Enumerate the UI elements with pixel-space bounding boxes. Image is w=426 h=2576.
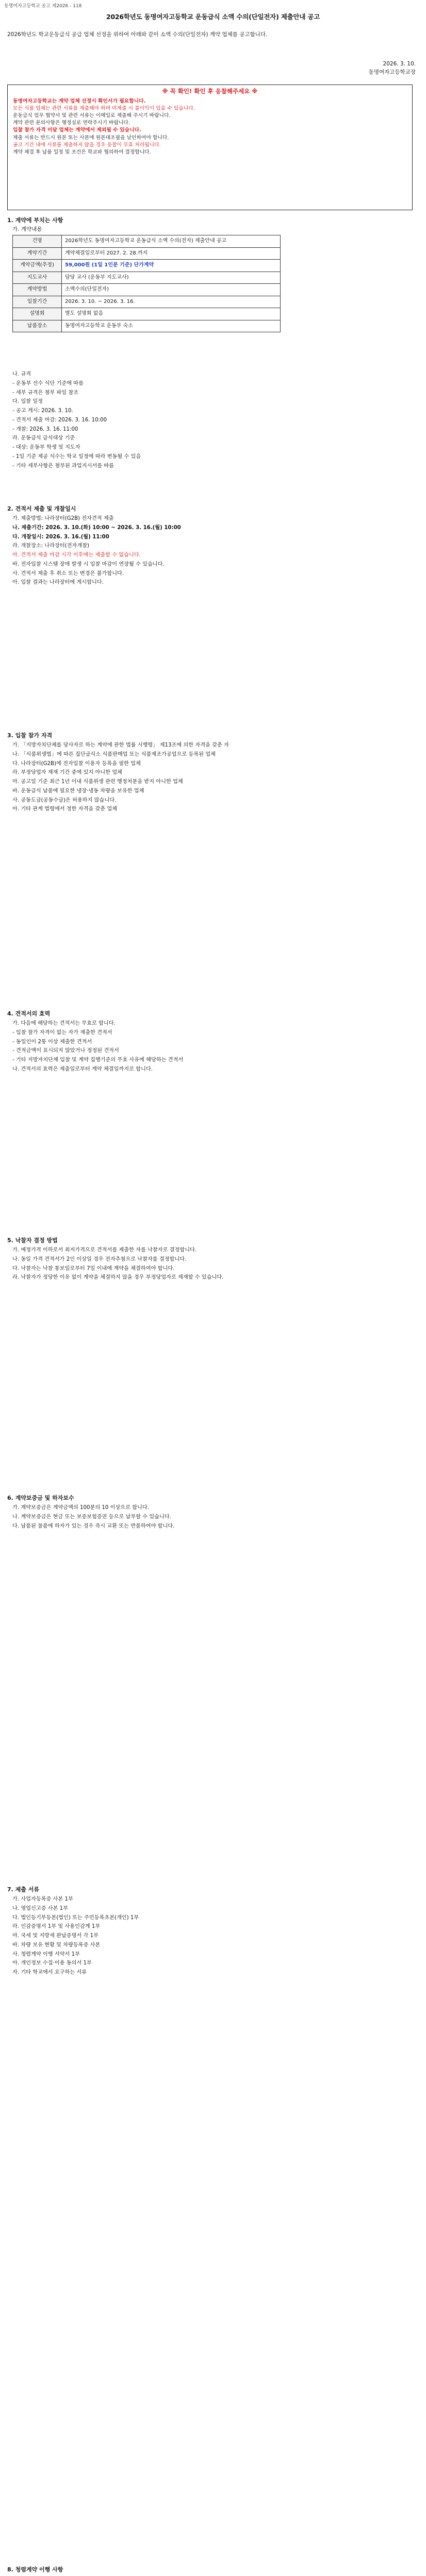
para-line: 라. 운동급식 급식대상 기준 — [12, 435, 75, 442]
para-line: 나. 영업신고증 사본 1부 — [12, 1905, 69, 1911]
warning-heading: ※ 꼭 확인! 확인 후 응찰해주세요 ※ — [162, 88, 258, 95]
para-line: 아. 기타 관계 법령에서 정한 자격을 갖춘 업체 — [12, 806, 118, 812]
warning-line: 입찰 참가 자격 미달 업체는 계약에서 제외될 수 있습니다. — [13, 127, 141, 133]
para-line: - 견적서 제출 마감: 2026. 3. 16. 10:00 — [12, 417, 107, 423]
warning-line: 계약 체결 후 납품 일정 및 조건은 학교와 협의하여 결정합니다. — [13, 149, 151, 156]
para-line: - 기타 세부사항은 첨부된 과업지시서를 따름 — [12, 463, 114, 469]
para-line: 다. 입찰 일정 — [12, 399, 43, 405]
section-7-heading: 7. 제출 서류 — [7, 1886, 39, 1893]
para-line: - 기타 지방자치단체 입찰 및 계약 집행기준의 무효 사유에 해당하는 견적서 — [12, 1057, 184, 1063]
para-line: 가. 예정가격 이하로서 최저가격으로 견적서를 제출한 자를 낙찰자로 결정합니다. — [12, 1247, 197, 1253]
para-line: 가. 「지방자치단체를 당사자로 하는 계약에 관한 법률 시행령」 제13조에 의한 자격을 갖춘 자 — [12, 742, 229, 748]
table-key: 건명 — [13, 235, 62, 248]
table-row — [13, 260, 281, 272]
warning-line: 동명여자고등학교는 계약 업체 선정시 확인서가 필요합니다. — [13, 98, 146, 104]
para-line: 가. 사업자등록증 사본 1부 — [12, 1896, 73, 1902]
table-key: 계약기간 — [13, 247, 62, 260]
table-row — [13, 235, 281, 248]
para-line: - 운동부 선수 식단 기준에 따름 — [12, 380, 84, 386]
table-key: 납품장소 — [13, 320, 62, 332]
table-value: 별도 설명회 없음 — [62, 308, 281, 320]
table-value: 동명여자고등학교 운동부 숙소 — [62, 320, 281, 332]
para-line: 사. 청렴계약 이행 서약서 1부 — [12, 1951, 80, 1957]
para-line: 사. 견적서 제출 후 취소 또는 변경은 불가합니다. — [12, 570, 124, 577]
table-key: 계약금액(추정) — [13, 260, 62, 272]
para-line: - 1일 기준 제공 식수는 학교 일정에 따라 변동될 수 있음 — [12, 454, 141, 460]
warning-line: 제출 서류는 반드시 원본 또는 사본에 원본대조필을 날인하여야 합니다. — [13, 134, 169, 141]
table-key: 계약방법 — [13, 284, 62, 296]
para-line: 바. 전자입찰 시스템 장애 발생 시 입찰 마감이 연장될 수 있습니다. — [12, 561, 165, 567]
section-3-body — [12, 742, 409, 815]
table-value: 계약체결일로부터 2027. 2. 28.까지 — [62, 247, 281, 260]
para-line: 마. 공고일 기준 최근 1년 이내 식품위생 관련 행정처분을 받지 아니한 업체 — [12, 779, 183, 785]
section-6-body — [12, 1504, 409, 1532]
para-line: 다. 낙찰자는 낙찰 통보일로부터 7일 이내에 계약을 체결하여야 합니다. — [12, 1265, 175, 1272]
notice-org: 동명여자고등학교장 — [368, 69, 416, 76]
para-line: 나. 동일 가격 견적서가 2인 이상일 경우 전자추첨으로 낙찰자를 결정합니다. — [12, 1256, 187, 1262]
para-line: 라. 부정당업자 제재 기간 중에 있지 아니한 업체 — [12, 770, 122, 776]
warning-line: 공고 기간 내에 서류를 제출하지 않을 경우 응찰이 무효 처리됩니다. — [13, 142, 161, 148]
table-key: 입찰기간 — [13, 296, 62, 308]
section-7-body — [12, 1896, 409, 1978]
warning-line: 운동급식 업무 협약서 및 관련 서류는 이메일로 제출해 주시기 바랍니다. — [13, 113, 171, 119]
para-line: 다. 나라장터(G2B)에 전자입찰 이용자 등록을 필한 업체 — [12, 760, 141, 767]
table-value: 소액수의(단일전자) — [62, 284, 281, 296]
table-value: 2026. 3. 10. ~ 2026. 3. 16. — [62, 296, 281, 308]
table-value: 2026학년도 동명여자고등학교 운동급식 소액 수의(전자) 제출안내 공고 — [62, 235, 281, 248]
section-8-heading: 8. 청렴계약 이행 사항 — [7, 2566, 63, 2573]
table-row — [13, 284, 281, 296]
contract-info-table — [12, 235, 281, 332]
para-line: 바. 운동급식 납품에 필요한 냉장·냉동 차량을 보유한 업체 — [12, 788, 144, 794]
table-row — [13, 308, 281, 320]
para-line: 라. 인감증명서 1부 및 사용인감계 1부 — [12, 1924, 101, 1930]
para-line: 가. 다음에 해당하는 견적서는 무효로 합니다. — [12, 1021, 116, 1026]
warning-body — [8, 97, 412, 158]
warning-line: 모든 식품 업체는 관련 서류를 제출해야 하며 미제출 시 불이익이 있을 수 있습니다. — [13, 105, 195, 111]
para-line: 가. 제출방법: 나라장터(G2B) 전자견적 제출 — [12, 516, 114, 521]
para-line: 아. 개인정보 수집·이용 동의서 1부 — [12, 1960, 92, 1967]
table-row — [13, 296, 281, 308]
para-line: - 입찰 참가 자격이 없는 자가 제출한 견적서 — [12, 1029, 112, 1036]
para-line: 나. 계약보증금은 현금 또는 보증보험증권 등으로 납부할 수 있습니다. — [12, 1514, 171, 1520]
page-title: 2026학년도 동명여자고등학교 운동급식 소액 수의(단일전자) 제출안내 공고 — [106, 13, 320, 21]
para-line: - 공고 게시: 2026. 3. 10. — [12, 408, 73, 414]
para-line: 다. 법인등기부등본(법인) 또는 주민등록초본(개인) 1부 — [12, 1914, 139, 1921]
table-key: 지도교사 — [13, 272, 62, 284]
section-2-body — [12, 515, 409, 588]
section-4-body — [12, 1020, 409, 1075]
notice-date: 2026. 3. 10. — [383, 61, 416, 67]
para-line: 나. 규격 — [12, 371, 31, 377]
para-line: - 동일인이 2통 이상 제출한 견적서 — [12, 1039, 92, 1045]
para-line: 나. 제출기간: 2026. 3. 10.(화) 10:00 ~ 2026. 3. 16.(월) 10:00 — [12, 524, 181, 531]
para-line: 나. 「식품위생법」에 따른 집단급식소 식품판매업 또는 식품제조가공업으로 등록된 업체 — [12, 751, 216, 757]
table-value: 59,000원 (1일 1인분 기준) 단가계약 — [62, 260, 281, 272]
para-line: 라. 개찰장소: 나라장터(전자개찰) — [12, 543, 90, 549]
section-5-heading: 5. 낙찰자 결정 방법 — [7, 1237, 58, 1244]
para-line: 바. 차량 보유 현황 및 차량등록증 사본 — [12, 1942, 101, 1948]
para-line: 자. 기타 학교에서 요구하는 서류 — [12, 1970, 87, 1976]
table-row — [13, 320, 281, 332]
para-line: 마. 국세 및 지방세 완납증명서 각 1부 — [12, 1933, 99, 1939]
para-line: 마. 견적서 제출 마감 시각 이후에는 제출할 수 없습니다. — [12, 552, 141, 558]
section-2-heading: 2. 견적서 제출 및 개찰일시 — [7, 505, 76, 512]
para-line: 아. 입찰 결과는 나라장터에 게시합니다. — [12, 580, 104, 586]
table-row — [13, 247, 281, 260]
date-org — [369, 60, 416, 77]
table-value: 담당 교사 (운동부 지도교사) — [62, 272, 281, 284]
section-4-heading: 4. 견적서의 효력 — [7, 1010, 51, 1017]
warning-box — [7, 84, 413, 210]
para-line: 나. 견적서의 효력은 제출일로부터 계약 체결일까지로 합니다. — [12, 1066, 153, 1072]
warning-line: 계약 관련 문의사항은 행정실로 연락주시기 바랍니다. — [13, 120, 130, 126]
para-line: 다. 개찰일시: 2026. 3. 16.(월) 11:00 — [12, 534, 109, 540]
section-1-sub: 가. 계약내용 — [12, 226, 42, 232]
intro-text: 2026학년도 학교운동급식 공급 업체 선정을 위하여 아래와 같이 소액 수의(단일전자) 계약 업체를 공고합니다. — [7, 31, 268, 38]
para-line: - 세부 규격은 첨부 파일 참조 — [12, 389, 79, 396]
para-line: 가. 계약보증금은 계약금액의 100분의 10 이상으로 합니다. — [12, 1505, 149, 1511]
para-line: - 개찰: 2026. 3. 16. 11:00 — [12, 426, 78, 432]
section-5-body — [12, 1247, 409, 1283]
table-key: 설명회 — [13, 308, 62, 320]
para-line: 다. 납품된 물품에 하자가 있는 경우 즉시 교환 또는 반품하여야 합니다. — [12, 1523, 175, 1529]
para-line: - 견적금액이 표시되지 않았거나 정정된 견적서 — [12, 1048, 119, 1054]
section-1-heading: 1. 계약에 부치는 사항 — [7, 217, 63, 224]
para-line: - 대상: 운동부 학생 및 지도자 — [12, 445, 80, 451]
table-row — [13, 272, 281, 284]
notice-number: 동명여자고등학교 공고 제2026 - 118 — [4, 4, 82, 9]
section-6-heading: 6. 계약보증금 및 하자보수 — [7, 1495, 74, 1501]
section-3-heading: 3. 입찰 참가 자격 — [7, 732, 53, 739]
para-line: 사. 공동도급(공동수급)은 허용하지 않습니다. — [12, 797, 117, 803]
para-line: 라. 낙찰자가 정당한 이유 없이 계약을 체결하지 않을 경우 부정당업자로 제재할 수 있습니다. — [12, 1275, 224, 1281]
section-1b-body — [12, 371, 409, 472]
